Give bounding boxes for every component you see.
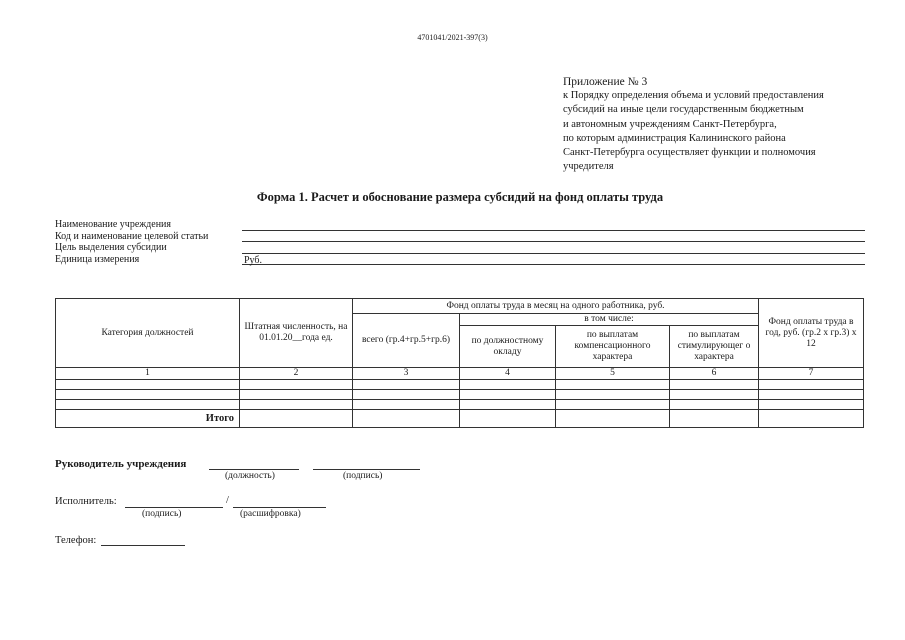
phone-line[interactable]: [101, 545, 185, 546]
table-cell[interactable]: [460, 390, 556, 400]
column-number: 2: [240, 368, 353, 380]
head-signature-line[interactable]: [313, 469, 420, 470]
header-staff-count: Штатная численность, на 01.01.20__года ед.: [240, 299, 353, 368]
field-institution-name: [55, 219, 865, 231]
performer-decoding-caption: (расшифровка): [240, 509, 301, 519]
column-number: 1: [56, 368, 240, 380]
appendix-line: учредителя: [563, 161, 614, 173]
field-label: Наименование учреждения: [55, 219, 172, 230]
header-compensation: по выплатам компенсационного характера: [556, 326, 670, 368]
table-cell[interactable]: [759, 380, 864, 390]
head-label: Руководитель учреждения: [55, 458, 187, 470]
table-cell[interactable]: [353, 380, 460, 390]
header-fund-month: Фонд оплаты труда в месяц на одного работника, руб.: [353, 299, 759, 314]
table-cell[interactable]: [556, 410, 670, 428]
performer-label: Исполнитель:: [55, 496, 117, 507]
performer-signature-caption: (подпись): [142, 509, 182, 519]
header-category: Категория должностей: [56, 299, 240, 368]
table-cell[interactable]: [460, 400, 556, 410]
column-number: 4: [460, 368, 556, 380]
table-cell[interactable]: [759, 410, 864, 428]
table-cell[interactable]: [670, 390, 759, 400]
field-line[interactable]: [242, 231, 865, 242]
phone-label: Телефон:: [55, 535, 97, 546]
table-cell[interactable]: [56, 390, 240, 400]
header-salary: по должностному окладу: [460, 326, 556, 368]
field-line[interactable]: [242, 243, 865, 254]
table-cell[interactable]: [353, 410, 460, 428]
appendix-title: Приложение № 3: [563, 76, 648, 88]
field-unit: [55, 254, 865, 266]
field-target-article: [55, 231, 865, 243]
appendix-line: по которым администрация Калининского района: [563, 132, 786, 144]
table-cell[interactable]: [556, 400, 670, 410]
table-cell[interactable]: [670, 410, 759, 428]
form-fields: [55, 219, 865, 265]
document-number: 4701041/2021-397(3): [417, 33, 488, 42]
payroll-table: [55, 298, 864, 428]
table-row: [56, 400, 864, 410]
head-signature-caption: (подпись): [343, 471, 383, 481]
table-cell[interactable]: [670, 400, 759, 410]
table-cell[interactable]: [670, 380, 759, 390]
field-label: Цель выделения субсидии: [55, 242, 167, 253]
field-subsidy-purpose: [55, 242, 865, 254]
field-line[interactable]: [242, 254, 865, 265]
header-total: всего (гр.4+гр.5+гр.6): [353, 314, 460, 368]
table-cell[interactable]: [556, 390, 670, 400]
table-cell[interactable]: [240, 390, 353, 400]
table-cell[interactable]: [460, 410, 556, 428]
table-cell[interactable]: [460, 380, 556, 390]
table-cell[interactable]: [240, 380, 353, 390]
total-row: [56, 410, 864, 428]
table-cell[interactable]: [353, 400, 460, 410]
performer-signature-line[interactable]: [125, 507, 223, 508]
field-label: Код и наименование целевой статьи: [55, 230, 209, 242]
table-row: [56, 390, 864, 400]
field-value: Руб.: [244, 254, 263, 266]
head-position-line[interactable]: [209, 469, 299, 470]
slash-separator: /: [226, 495, 229, 506]
appendix-line: к Порядку определения объема и условий предоставления: [563, 90, 824, 102]
field-label: Единица измерения: [55, 253, 140, 265]
appendix-line: Санкт-Петербурга осуществляет функции и полномочия: [563, 147, 816, 159]
table-cell[interactable]: [240, 400, 353, 410]
table-cell[interactable]: [759, 400, 864, 410]
appendix-line: субсидий на иные цели государственным бюджетным: [563, 104, 804, 116]
total-label: Итого: [56, 410, 240, 428]
form-title: Форма 1. Расчет и обоснование размера субсидий на фонд оплаты труда: [256, 190, 664, 204]
table-row: [56, 380, 864, 390]
column-number: 3: [353, 368, 460, 380]
appendix-block: [563, 75, 883, 174]
table-cell[interactable]: [353, 390, 460, 400]
header-stimulating: по выплатам стимулирующег о характера: [670, 326, 759, 368]
head-position-caption: (должность): [225, 471, 275, 481]
table-cell[interactable]: [56, 400, 240, 410]
appendix-line: и автономным учреждениям Санкт-Петербурга,: [563, 118, 777, 130]
table-cell[interactable]: [56, 380, 240, 390]
table-cell[interactable]: [240, 410, 353, 428]
table-cell[interactable]: [759, 390, 864, 400]
header-including: в том числе:: [460, 314, 759, 326]
column-number: 5: [556, 368, 670, 380]
column-number: 7: [759, 368, 864, 380]
performer-decoding-line[interactable]: [233, 507, 326, 508]
table-cell[interactable]: [556, 380, 670, 390]
column-number: 6: [670, 368, 759, 380]
header-fund-year: Фонд оплаты труда в год, руб. (гр.2 x гр.3) x 12: [759, 299, 864, 368]
field-line[interactable]: [242, 220, 865, 231]
